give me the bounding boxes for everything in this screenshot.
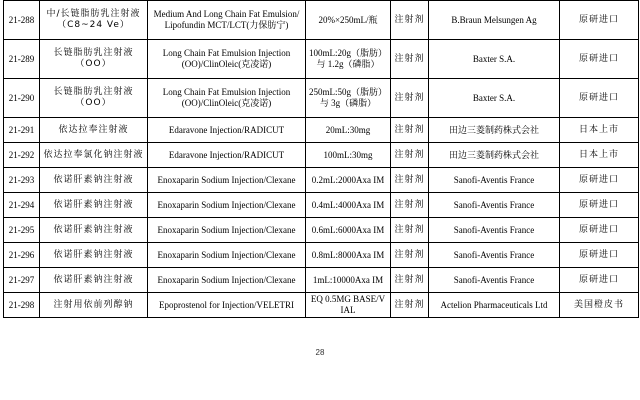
company-cell: B.Braun Melsungen Ag [429, 1, 560, 40]
drug-list-table [3, 0, 639, 318]
english-name-cell: Enoxaparin Sodium Injection/Clexane [148, 218, 306, 243]
company-cell: Sanofi-Aventis France [429, 243, 560, 268]
source-cell: 日本上市 [560, 143, 639, 168]
specification-cell: 100mL:20g（脂肪）与 1.2g（磷脂） [306, 40, 391, 79]
company-cell: Actelion Pharmaceuticals Ltd [429, 293, 560, 318]
serial-number-cell: 21-294 [4, 193, 40, 218]
dosage-form-cell: 注射剂 [391, 243, 429, 268]
serial-number-cell: 21-288 [4, 1, 40, 40]
serial-number-cell: 21-290 [4, 79, 40, 118]
table-row [4, 40, 639, 79]
company-cell: Sanofi-Aventis France [429, 193, 560, 218]
source-cell: 日本上市 [560, 118, 639, 143]
serial-number-cell: 21-296 [4, 243, 40, 268]
chinese-name-cell: 注射用依前列醇钠 [40, 293, 148, 318]
dosage-form-cell: 注射剂 [391, 118, 429, 143]
company-cell: Baxter S.A. [429, 79, 560, 118]
table-row [4, 193, 639, 218]
company-cell: Sanofi-Aventis France [429, 268, 560, 293]
company-cell: Sanofi-Aventis France [429, 168, 560, 193]
source-cell: 原研进口 [560, 268, 639, 293]
english-name-cell: Enoxaparin Sodium Injection/Clexane [148, 268, 306, 293]
table-row [4, 143, 639, 168]
specification-cell: 0.2mL:2000Axa IM [306, 168, 391, 193]
dosage-form-cell: 注射剂 [391, 293, 429, 318]
dosage-form-cell: 注射剂 [391, 193, 429, 218]
dosage-form-cell: 注射剂 [391, 1, 429, 40]
chinese-name-cell: 依诺肝素钠注射液 [40, 168, 148, 193]
dosage-form-cell: 注射剂 [391, 268, 429, 293]
source-cell: 原研进口 [560, 243, 639, 268]
serial-number-cell: 21-295 [4, 218, 40, 243]
chinese-name-cell: 中/长链脂肪乳注射液（C8~24 Ve） [40, 1, 148, 40]
chinese-name-cell: 依达拉奉注射液 [40, 118, 148, 143]
specification-cell: EQ 0.5MG BASE/V IAL [306, 293, 391, 318]
chinese-name-cell: 依诺肝素钠注射液 [40, 218, 148, 243]
serial-number-cell: 21-291 [4, 118, 40, 143]
dosage-form-cell: 注射剂 [391, 143, 429, 168]
serial-number-cell: 21-297 [4, 268, 40, 293]
specification-cell: 1mL:10000Axa IM [306, 268, 391, 293]
company-cell: Sanofi-Aventis France [429, 218, 560, 243]
table-row [4, 79, 639, 118]
table-row [4, 1, 639, 40]
source-cell: 原研进口 [560, 40, 639, 79]
page-number: 28 [315, 348, 325, 357]
specification-cell: 20%×250mL/瓶 [306, 1, 391, 40]
chinese-name-cell: 依诺肝素钠注射液 [40, 268, 148, 293]
specification-cell: 100mL:30mg [306, 143, 391, 168]
source-cell: 原研进口 [560, 193, 639, 218]
table-row [4, 118, 639, 143]
source-cell: 原研进口 [560, 79, 639, 118]
dosage-form-cell: 注射剂 [391, 218, 429, 243]
table-row [4, 168, 639, 193]
serial-number-cell: 21-292 [4, 143, 40, 168]
table-row [4, 243, 639, 268]
english-name-cell: Long Chain Fat Emulsion Injection (OO)/ClinOleic(克凌诺) [148, 79, 306, 118]
english-name-cell: Edaravone Injection/RADICUT [148, 118, 306, 143]
dosage-form-cell: 注射剂 [391, 79, 429, 118]
table-row [4, 268, 639, 293]
serial-number-cell: 21-298 [4, 293, 40, 318]
english-name-cell: Enoxaparin Sodium Injection/Clexane [148, 243, 306, 268]
company-cell: 田边三菱制药株式会社 [429, 118, 560, 143]
source-cell: 原研进口 [560, 168, 639, 193]
specification-cell: 20mL:30mg [306, 118, 391, 143]
english-name-cell: Long Chain Fat Emulsion Injection (OO)/ClinOleic(克凌诺) [148, 40, 306, 79]
source-cell: 原研进口 [560, 218, 639, 243]
english-name-cell: Edaravone Injection/RADICUT [148, 143, 306, 168]
english-name-cell: Epoprostenol for Injection/VELETRI [148, 293, 306, 318]
chinese-name-cell: 长链脂肪乳注射液（OO） [40, 40, 148, 79]
chinese-name-cell: 长链脂肪乳注射液（OO） [40, 79, 148, 118]
serial-number-cell: 21-289 [4, 40, 40, 79]
specification-cell: 250mL:50g（脂肪）与 3g（磷脂） [306, 79, 391, 118]
chinese-name-cell: 依诺肝素钠注射液 [40, 193, 148, 218]
table-row [4, 293, 639, 318]
dosage-form-cell: 注射剂 [391, 168, 429, 193]
chinese-name-cell: 依诺肝素钠注射液 [40, 243, 148, 268]
source-cell: 原研进口 [560, 1, 639, 40]
company-cell: Baxter S.A. [429, 40, 560, 79]
company-cell: 田边三菱制药株式会社 [429, 143, 560, 168]
table-row [4, 218, 639, 243]
english-name-cell: Medium And Long Chain Fat Emulsion/ Lipofundin MCT/LCT(力保肪宁) [148, 1, 306, 40]
specification-cell: 0.6mL:6000Axa IM [306, 218, 391, 243]
specification-cell: 0.4mL:4000Axa IM [306, 193, 391, 218]
chinese-name-cell: 依达拉奉氯化钠注射液 [40, 143, 148, 168]
dosage-form-cell: 注射剂 [391, 40, 429, 79]
specification-cell: 0.8mL:8000Axa IM [306, 243, 391, 268]
serial-number-cell: 21-293 [4, 168, 40, 193]
english-name-cell: Enoxaparin Sodium Injection/Clexane [148, 193, 306, 218]
english-name-cell: Enoxaparin Sodium Injection/Clexane [148, 168, 306, 193]
source-cell: 美国橙皮书 [560, 293, 639, 318]
